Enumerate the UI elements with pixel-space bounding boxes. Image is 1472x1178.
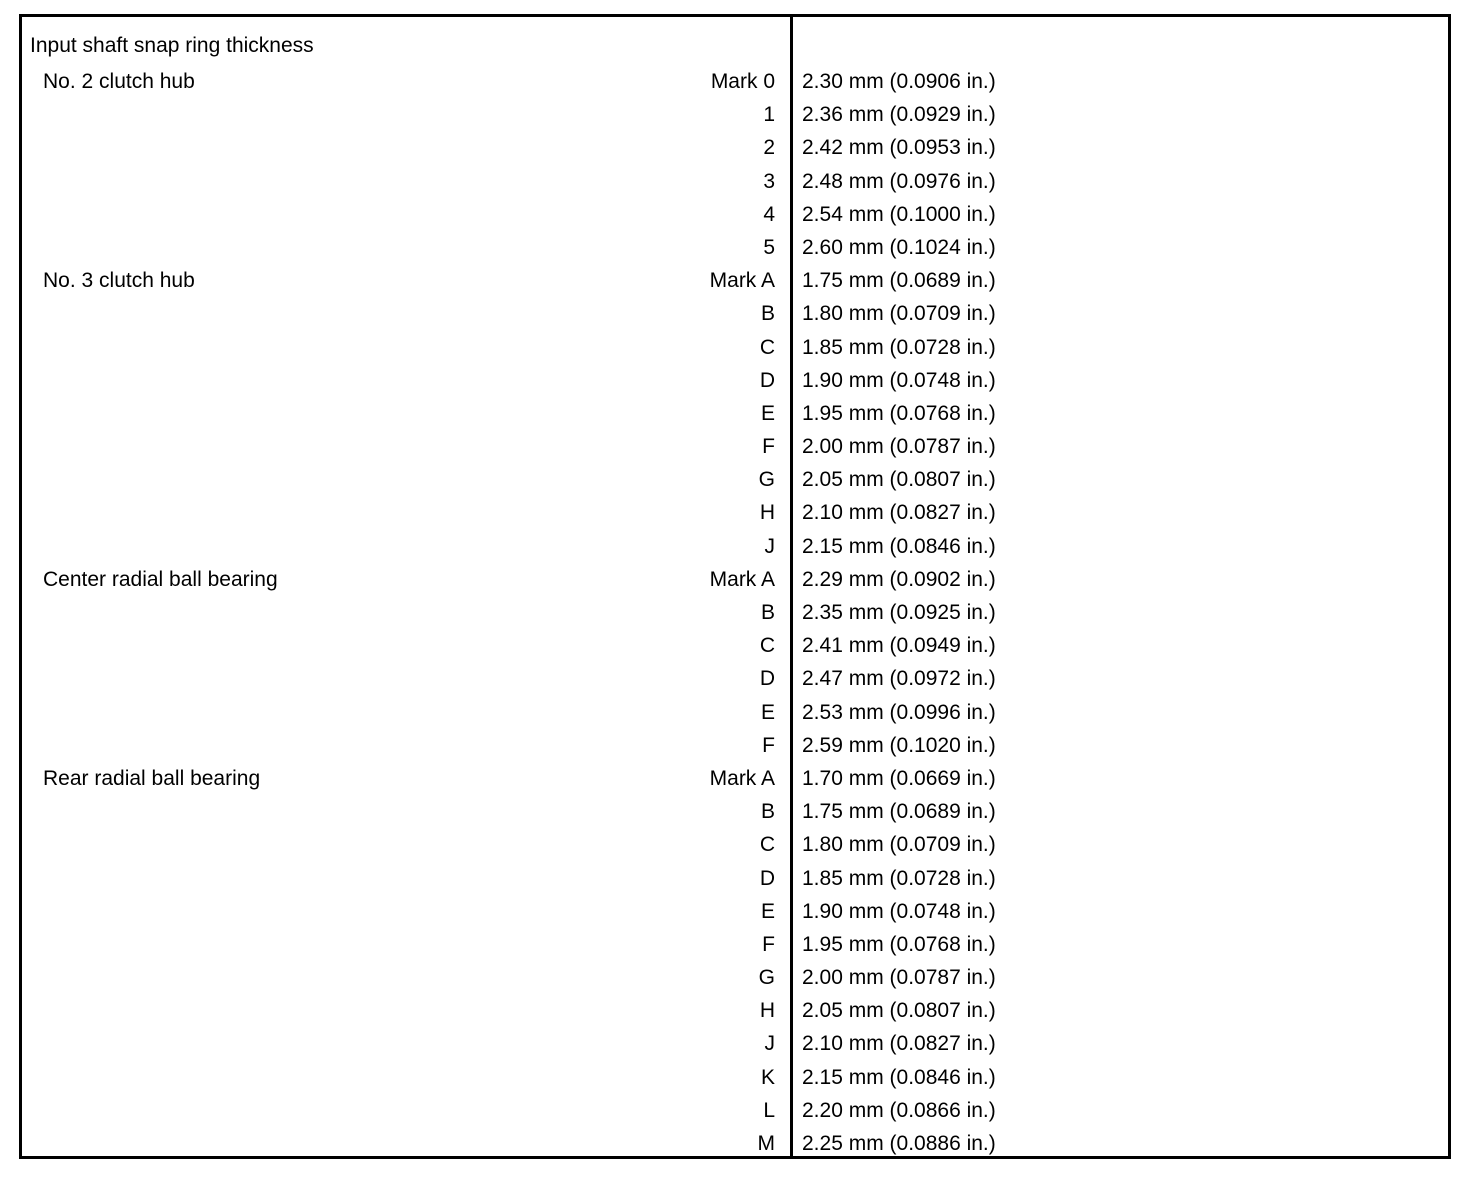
group-name: Center radial ball bearing (43, 567, 278, 591)
table-row (22, 1127, 1448, 1160)
group-name: No. 3 clutch hub (43, 269, 195, 293)
mark-label: E (760, 899, 775, 923)
mark-label: C (759, 335, 775, 359)
table-row (22, 397, 1448, 430)
thickness-value: 2.36 mm (0.0929 in.) (802, 103, 996, 127)
mark-label: B (760, 800, 775, 824)
mark-label: M (757, 1132, 775, 1155)
mark-label: B (760, 302, 775, 326)
mark-label: G (758, 468, 775, 492)
thickness-value: 2.41 mm (0.0949 in.) (802, 634, 996, 658)
thickness-value: 1.80 mm (0.0709 in.) (802, 302, 996, 326)
mark-label: H (759, 999, 775, 1023)
table-row (22, 297, 1448, 330)
mark-label: Mark 0 (710, 70, 775, 93)
thickness-value: 2.15 mm (0.0846 in.) (802, 1065, 996, 1089)
table-row (22, 131, 1448, 164)
thickness-value: 2.47 mm (0.0972 in.) (802, 667, 996, 691)
table-row (22, 98, 1448, 131)
table-row (22, 1094, 1448, 1127)
mark-label: K (760, 1065, 775, 1089)
table-row (22, 762, 1448, 795)
table-row (22, 530, 1448, 563)
table-row (22, 364, 1448, 397)
mark-label: Mark A (709, 567, 775, 591)
thickness-value: 2.42 mm (0.0953 in.) (802, 136, 996, 160)
table-row (22, 331, 1448, 364)
table-row (22, 596, 1448, 629)
table-title: Input shaft snap ring thickness (30, 34, 314, 57)
mark-label: H (759, 501, 775, 525)
mark-label: D (759, 368, 775, 392)
thickness-value: 1.70 mm (0.0669 in.) (802, 766, 996, 790)
thickness-value: 2.59 mm (0.1020 in.) (802, 733, 996, 757)
thickness-value: 1.85 mm (0.0728 in.) (802, 866, 996, 890)
table-row (22, 463, 1448, 496)
thickness-value: 2.48 mm (0.0976 in.) (802, 169, 996, 193)
thickness-value: 1.75 mm (0.0689 in.) (802, 800, 996, 824)
thickness-value: 2.10 mm (0.0827 in.) (802, 501, 996, 525)
thickness-value: 2.05 mm (0.0807 in.) (802, 999, 996, 1023)
thickness-value: 1.85 mm (0.0728 in.) (802, 335, 996, 359)
mark-label: G (758, 966, 775, 990)
mark-label: 2 (763, 136, 775, 160)
table-row (22, 1061, 1448, 1094)
thickness-value: 2.30 mm (0.0906 in.) (802, 70, 996, 93)
thickness-value: 1.90 mm (0.0748 in.) (802, 899, 996, 923)
mark-label: 3 (763, 169, 775, 193)
thickness-value: 1.75 mm (0.0689 in.) (802, 269, 996, 293)
thickness-value: 2.53 mm (0.0996 in.) (802, 700, 996, 724)
mark-label: C (759, 634, 775, 658)
table-row (22, 65, 1448, 98)
table-row (22, 862, 1448, 895)
table-row (22, 563, 1448, 596)
table-row (22, 928, 1448, 961)
table-row (22, 496, 1448, 529)
mark-label: J (764, 1032, 775, 1056)
table-row (22, 994, 1448, 1027)
mark-label: E (760, 700, 775, 724)
mark-label: B (760, 601, 775, 624)
table-row (22, 795, 1448, 828)
mark-label: L (763, 1098, 775, 1122)
table-row (22, 729, 1448, 762)
mark-label: 4 (763, 202, 775, 226)
thickness-value: 1.95 mm (0.0768 in.) (802, 401, 996, 425)
mark-label: D (759, 866, 775, 890)
table-row (22, 828, 1448, 861)
mark-label: E (760, 401, 775, 425)
table-row (22, 1027, 1448, 1060)
table-row (22, 198, 1448, 231)
thickness-value: 1.80 mm (0.0709 in.) (802, 833, 996, 857)
mark-label: Mark A (709, 766, 775, 790)
spec-table (19, 14, 1451, 1159)
thickness-value: 2.10 mm (0.0827 in.) (802, 1032, 996, 1056)
thickness-value: 2.25 mm (0.0886 in.) (802, 1132, 996, 1155)
mark-label: F (762, 932, 775, 956)
table-row (22, 961, 1448, 994)
table-row (22, 430, 1448, 463)
mark-label: 1 (763, 103, 775, 127)
thickness-value: 2.15 mm (0.0846 in.) (802, 534, 996, 558)
table-row (22, 696, 1448, 729)
mark-label: D (759, 667, 775, 691)
thickness-value: 2.20 mm (0.0866 in.) (802, 1098, 996, 1122)
thickness-value: 1.95 mm (0.0768 in.) (802, 932, 996, 956)
mark-label: Mark A (709, 269, 775, 293)
table-row (22, 629, 1448, 662)
group-name: No. 2 clutch hub (43, 70, 195, 93)
mark-label: F (762, 733, 775, 757)
mark-label: C (759, 833, 775, 857)
thickness-value: 2.29 mm (0.0902 in.) (802, 567, 996, 591)
thickness-value: 2.05 mm (0.0807 in.) (802, 468, 996, 492)
mark-label: J (764, 534, 775, 558)
thickness-value: 2.35 mm (0.0925 in.) (802, 601, 996, 624)
thickness-value: 2.60 mm (0.1024 in.) (802, 235, 996, 259)
table-row (22, 231, 1448, 264)
mark-label: 5 (763, 235, 775, 259)
table-row (22, 264, 1448, 297)
table-row (22, 165, 1448, 198)
mark-label: F (762, 435, 775, 459)
thickness-value: 2.00 mm (0.0787 in.) (802, 966, 996, 990)
thickness-value: 2.54 mm (0.1000 in.) (802, 202, 996, 226)
table-row (22, 662, 1448, 695)
group-name: Rear radial ball bearing (43, 766, 261, 790)
table-row (22, 895, 1448, 928)
thickness-value: 1.90 mm (0.0748 in.) (802, 368, 996, 392)
table-rows (22, 65, 1448, 1160)
thickness-value: 2.00 mm (0.0787 in.) (802, 435, 996, 459)
